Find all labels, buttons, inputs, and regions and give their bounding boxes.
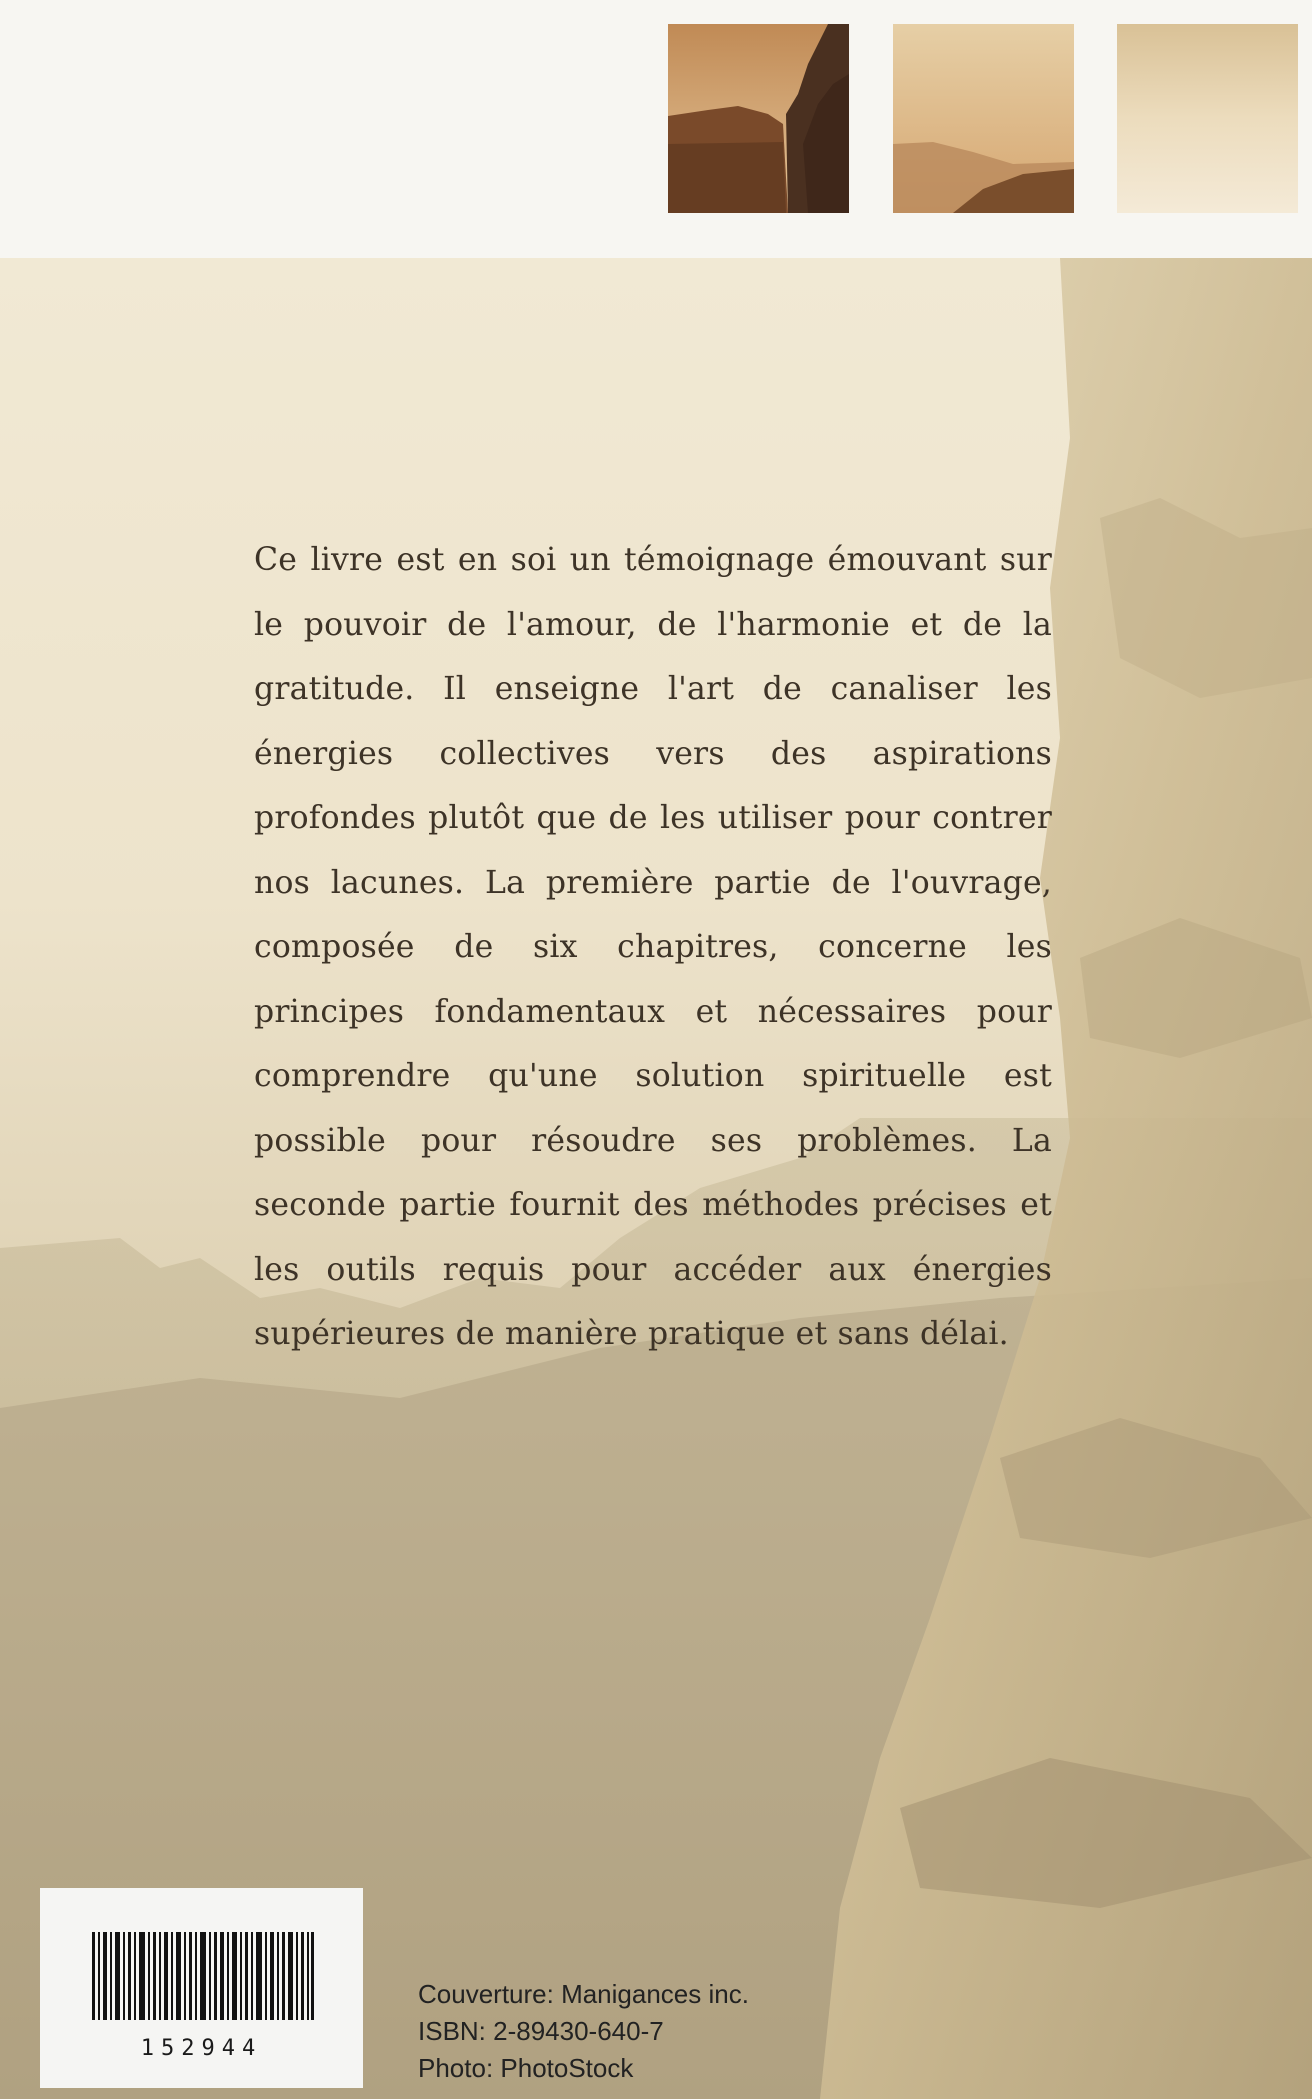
misty-sky-thumbnail — [1117, 24, 1298, 213]
barcode-number: 152944 — [140, 2036, 263, 2061]
barcode-label — [40, 1888, 363, 2088]
canyon-haze-thumbnail — [893, 24, 1074, 213]
barcode-icon — [92, 1932, 314, 2020]
isbn-credit: ISBN: 2-89430-640-7 — [418, 2016, 664, 2046]
photo-credit: Photo: PhotoStock — [418, 2053, 634, 2083]
credits-block — [418, 1976, 838, 2087]
thumbnail-strip — [0, 0, 1312, 258]
cover-credit: Couverture: Manigances inc. — [418, 1979, 749, 2009]
canyon-cliff-thumbnail — [668, 24, 849, 213]
back-cover-blurb: Ce livre est en soi un témoignage émouvant sur le pouvoir de l'amour, de l'harmonie et de la gratitude. Il enseigne l'art de canaliser les énergies collectives vers des aspirations profondes plutôt que de les utiliser pour contrer nos lacunes. La première partie de l'ouvrage, composée de six chapitres, concerne les principes fondamentaux et nécessaires pour comprendre qu'une solution spirituelle est possible pour résoudre ses problèmes. La seconde partie fournit des méthodes précises et les outils requis pour accéder aux énergies supérieures de manière pratique et sans délai. — [254, 542, 1052, 1352]
